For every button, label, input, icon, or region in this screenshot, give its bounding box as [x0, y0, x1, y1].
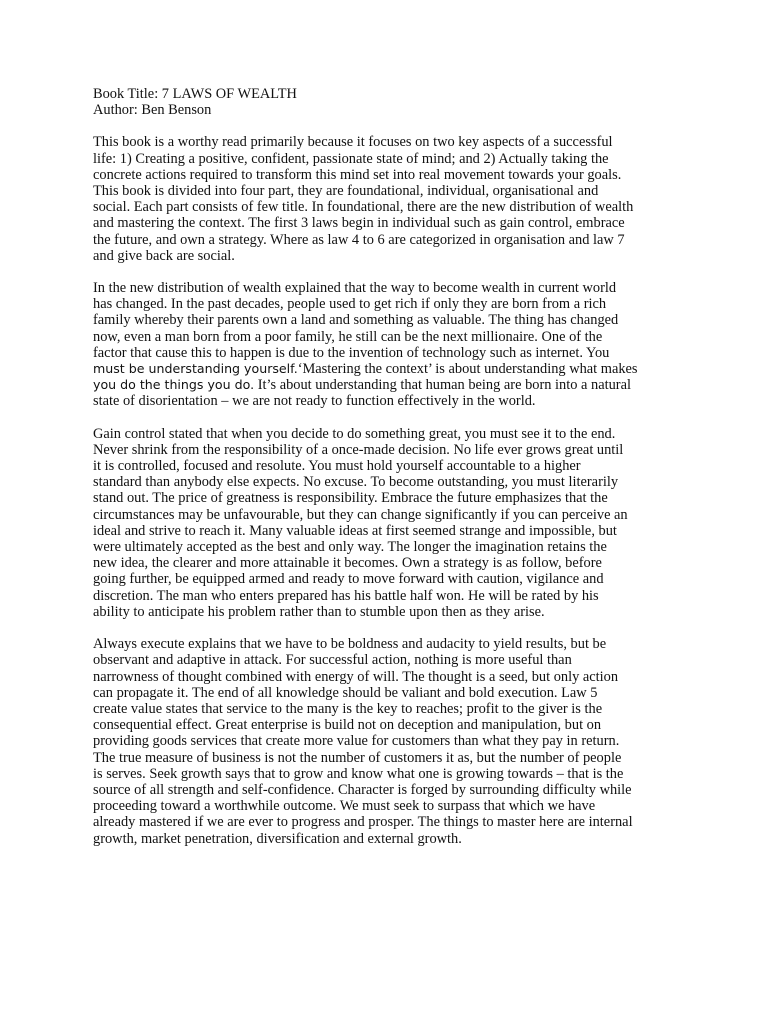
text-line: create value states that service to the many is the key to reaches; profit to the giver is the: [93, 700, 603, 717]
paragraph-3: [93, 426, 713, 620]
text-line: new idea, the clearer and more attainable it becomes. Own a strategy is as follow, before: [93, 555, 602, 572]
text-line: Gain control stated that when you decide to do something great, you must see it to the end.: [93, 425, 616, 442]
text-line: Always execute explains that we have to be boldness and audacity to yield results, but be: [93, 636, 607, 653]
text-line: and mastering the context. The first 3 laws begin in individual such as gain control, embrace: [93, 215, 625, 232]
text-line: factor that cause this to happen is due to the invention of technology such as internet. You: [93, 344, 610, 361]
book-title-line: Book Title: 7 LAWS OF WEALTH: [93, 86, 297, 102]
text-line: ability to anticipate his problem rather than to stumble upon then as they arise.: [93, 603, 545, 620]
text-line: ideal and strive to reach it. Many valuable ideas at first seemed strange and impossible, but: [93, 522, 617, 539]
text-line: stand out. The price of greatness is responsibility. Embrace the future emphasizes that the: [93, 490, 608, 507]
text-line: This book is divided into four part, they are foundational, individual, organisational and: [93, 183, 599, 200]
text-line: and give back are social.: [93, 247, 235, 264]
text-line: standard than anybody else expects. No excuse. To become outstanding, you must literarily: [93, 474, 619, 491]
text-line: the future, and own a strategy. Where as law 4 to 6 are categorized in organisation and law 7: [93, 231, 625, 248]
paragraph-gap: [93, 264, 713, 280]
text-line: consequential effect. Great enterprise is build not on deception and manipulation, but on: [93, 717, 602, 734]
text-line: has changed. In the past decades, people used to get rich if only they are born from a rich: [93, 296, 607, 313]
text-line: family whereby their parents own a land and something as valuable. The thing has changed: [93, 312, 619, 329]
text-line: discretion. The man who enters prepared has his battle half won. He will be rated by his: [93, 587, 599, 604]
text-line: In the new distribution of wealth explained that the way to become wealth in current world: [93, 280, 617, 297]
text-line: providing goods services that create more value for customers than what they pay in return.: [93, 733, 620, 750]
mixed-font-line: [93, 377, 713, 393]
text-line: proceeding toward a worthwhile outcome. We must seek to surpass that which we have: [93, 798, 596, 815]
paragraph-gap: [93, 118, 713, 134]
text-line: already mastered if we are ever to progress and prosper. The things to master here are internal: [93, 814, 633, 831]
text-line: social. Each part consists of few title. In foundational, there are the new distribution of wealth: [93, 199, 634, 216]
paragraph-2: [93, 280, 713, 410]
text-line: it is controlled, focused and resolute. You must hold yourself accountable to a higher: [93, 458, 581, 475]
text-line: growth, market penetration, diversification and external growth.: [93, 830, 462, 847]
text-line: were ultimately accepted as the best and only way. The longer the imagination retains the: [93, 539, 607, 556]
text-line: life: 1) Creating a positive, confident, passionate state of mind; and 2) Actually taking the: [93, 150, 609, 167]
author-line: Author: Ben Benson: [93, 102, 212, 119]
paragraph-4: [93, 636, 713, 847]
text-line: The true measure of business is not the number of customers it as, but the number of people: [93, 749, 622, 766]
text-line: Never shrink from the responsibility of a once-made decision. No life ever grows great until: [93, 441, 624, 458]
alt-font-text: must be understanding yourself.: [93, 361, 298, 377]
text-line: can propagate it. The end of all knowledge should be valiant and bold execution. Law 5: [93, 684, 598, 701]
text-line: state of disorientation – we are not ready to function effectively in the world.: [93, 393, 536, 410]
document-body: [93, 86, 713, 847]
text-line: is serves. Seek growth says that to grow and know what one is growing towards – that is the: [93, 765, 624, 782]
text-line: concrete actions required to transform this mind set into real movement towards your goals.: [93, 166, 622, 183]
text-line: observant and adaptive in attack. For successful action, nothing is more useful than: [93, 652, 572, 669]
main-font-text: It’s about understanding that human being are born into a natural: [254, 377, 631, 394]
mixed-font-line: [93, 361, 713, 377]
text-line: narrowness of thought combined with energy of will. The thought is a seed, but only action: [93, 668, 619, 685]
text-line: now, even a man born from a poor family, he still can be the next millionaire. One of the: [93, 328, 603, 345]
text-line: This book is a worthy read primarily because it focuses on two key aspects of a successful: [93, 134, 613, 151]
text-line: source of all strength and self-confidence. Character is forged by surrounding difficulty while: [93, 781, 632, 798]
main-font-text: ‘Mastering the context’ is about understanding what makes: [297, 361, 638, 378]
paragraph-1: [93, 134, 713, 264]
alt-font-text: you do the things you do.: [93, 377, 255, 393]
text-line: going further, be equipped armed and ready to move forward with caution, vigilance and: [93, 571, 604, 588]
paragraph-gap: [93, 620, 713, 636]
paragraph-gap: [93, 410, 713, 426]
text-line: circumstances may be unfavourable, but they can change significantly if you can perceive an: [93, 506, 628, 523]
